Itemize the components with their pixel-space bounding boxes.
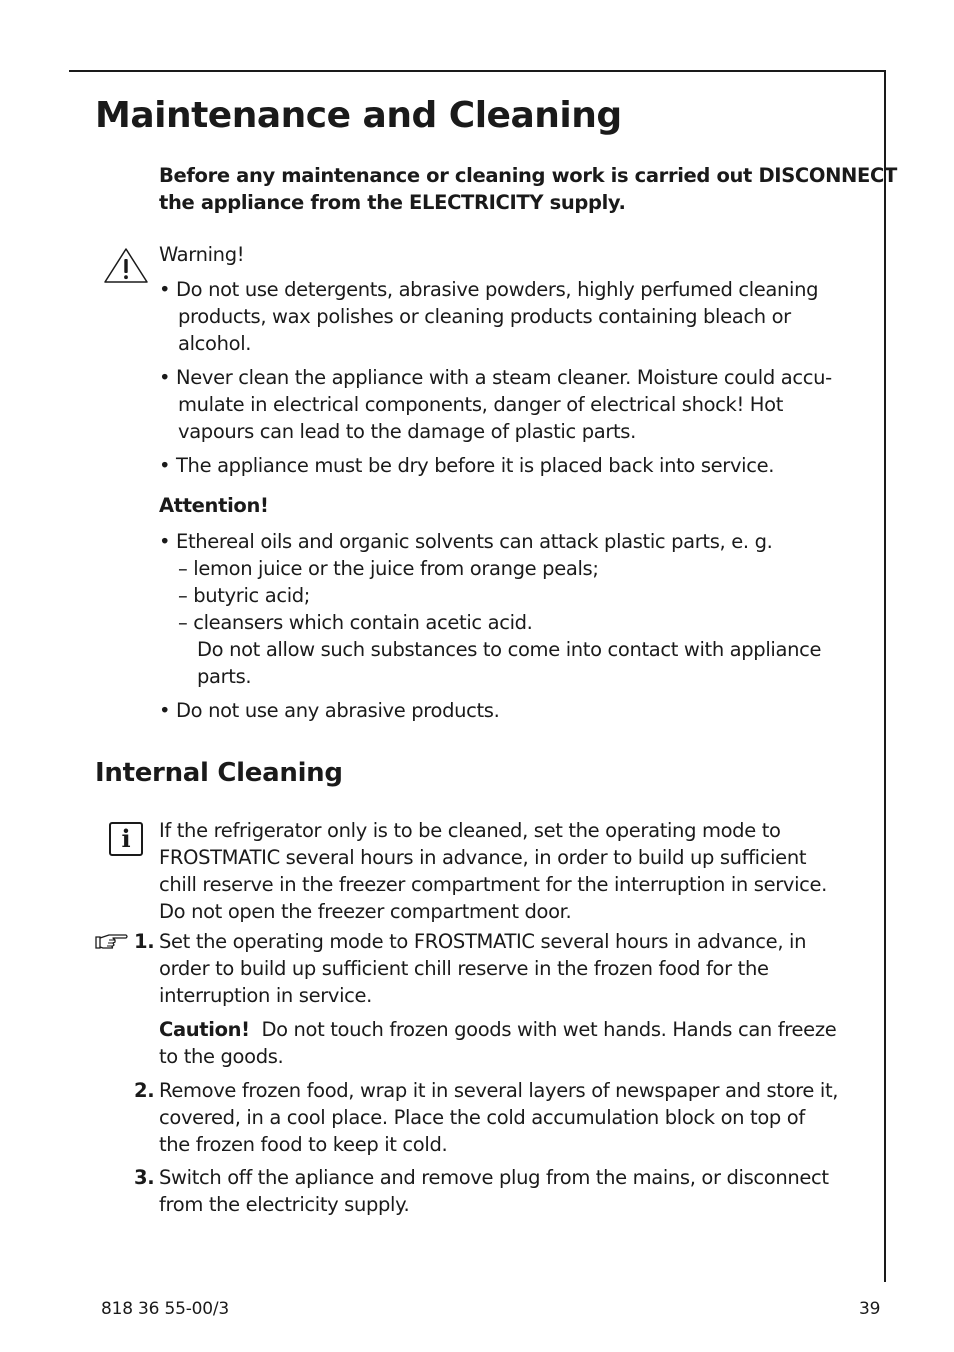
step-1-number: 1. [134,930,155,953]
warning-bullet-3: • The appliance must be dry before it is placed back into service. [159,454,775,477]
warning-bullet-1-line-1: • Do not use detergents, abrasive powders, highly perfumed cleaning [159,278,819,301]
attention-sub-4: Do not allow such substances to come into contact with appliance [197,638,822,661]
step-3-line-1: Switch off the apliance and remove plug from the mains, or disconnect [159,1166,829,1189]
warning-heading: Warning! [159,243,245,266]
warning-bullet-1-line-3: alcohol. [178,332,252,355]
warning-bullet-1-line-2: products, wax polishes or cleaning products containing bleach or [178,305,791,328]
warning-bullet-2-line-2: mulate in electrical components, danger of electrical shock! Hot [178,393,783,416]
step-1-line-1: Set the operating mode to FROSTMATIC several hours in advance, in [159,930,807,953]
warning-bullet-2-line-3: vapours can lead to the damage of plastic parts. [178,420,636,443]
attention-sub-2: – butyric acid; [178,584,311,607]
pointing-hand-icon [95,930,129,952]
document-code: 818 36 55-00/3 [101,1299,230,1319]
page-title: Maintenance and Cleaning [95,95,622,136]
attention-bullet-1: • Ethereal oils and organic solvents can attack plastic parts, e. g. [159,530,773,553]
step-2-line-2: covered, in a cool place. Place the cold accumulation block on top of [159,1106,805,1129]
info-line-4: Do not open the freezer compartment door. [159,900,572,923]
attention-sub-3: – cleansers which contain acetic acid. [178,611,533,634]
attention-heading: Attention! [159,494,269,517]
caution-text: Do not touch frozen goods with wet hands. Hands can freeze [261,1018,837,1041]
info-line-2: FROSTMATIC several hours in advance, in order to build up sufficient [159,846,807,869]
attention-bullet-2: • Do not use any abrasive products. [159,699,500,722]
step-2-line-3: the frozen food to keep it cold. [159,1133,448,1156]
step-3-number: 3. [134,1166,155,1189]
step-3-line-2: from the electricity supply. [159,1193,410,1216]
warning-bullet-2-line-1: • Never clean the appliance with a steam cleaner. Moisture could accu- [159,366,832,389]
info-line-1: If the refrigerator only is to be cleaned, set the operating mode to [159,819,781,842]
step-1-line-2: order to build up sufficient chill reserve in the frozen food for the [159,957,769,980]
intro-line-1: Before any maintenance or cleaning work is carried out DISCONNECT [159,164,897,187]
info-icon: i [109,822,143,856]
caution-label: Caution! [159,1018,250,1041]
right-rule [884,70,886,1282]
page-number: 39 [859,1299,881,1319]
step-2-line-1: Remove frozen food, wrap it in several layers of newspaper and store it, [159,1079,839,1102]
attention-sub-5: parts. [197,665,252,688]
attention-sub-1: – lemon juice or the juice from orange peals; [178,557,599,580]
step-1-line-3: interruption in service. [159,984,373,1007]
caution-line-2: to the goods. [159,1045,284,1068]
warning-triangle-icon [103,247,149,285]
intro-line-2: the appliance from the ELECTRICITY supply. [159,191,626,214]
caution-line-1 [159,1016,836,1043]
section-heading-internal-cleaning: Internal Cleaning [95,758,343,788]
top-rule [69,70,886,72]
step-2-number: 2. [134,1079,155,1102]
info-line-3: chill reserve in the freezer compartment for the interruption in service. [159,873,828,896]
